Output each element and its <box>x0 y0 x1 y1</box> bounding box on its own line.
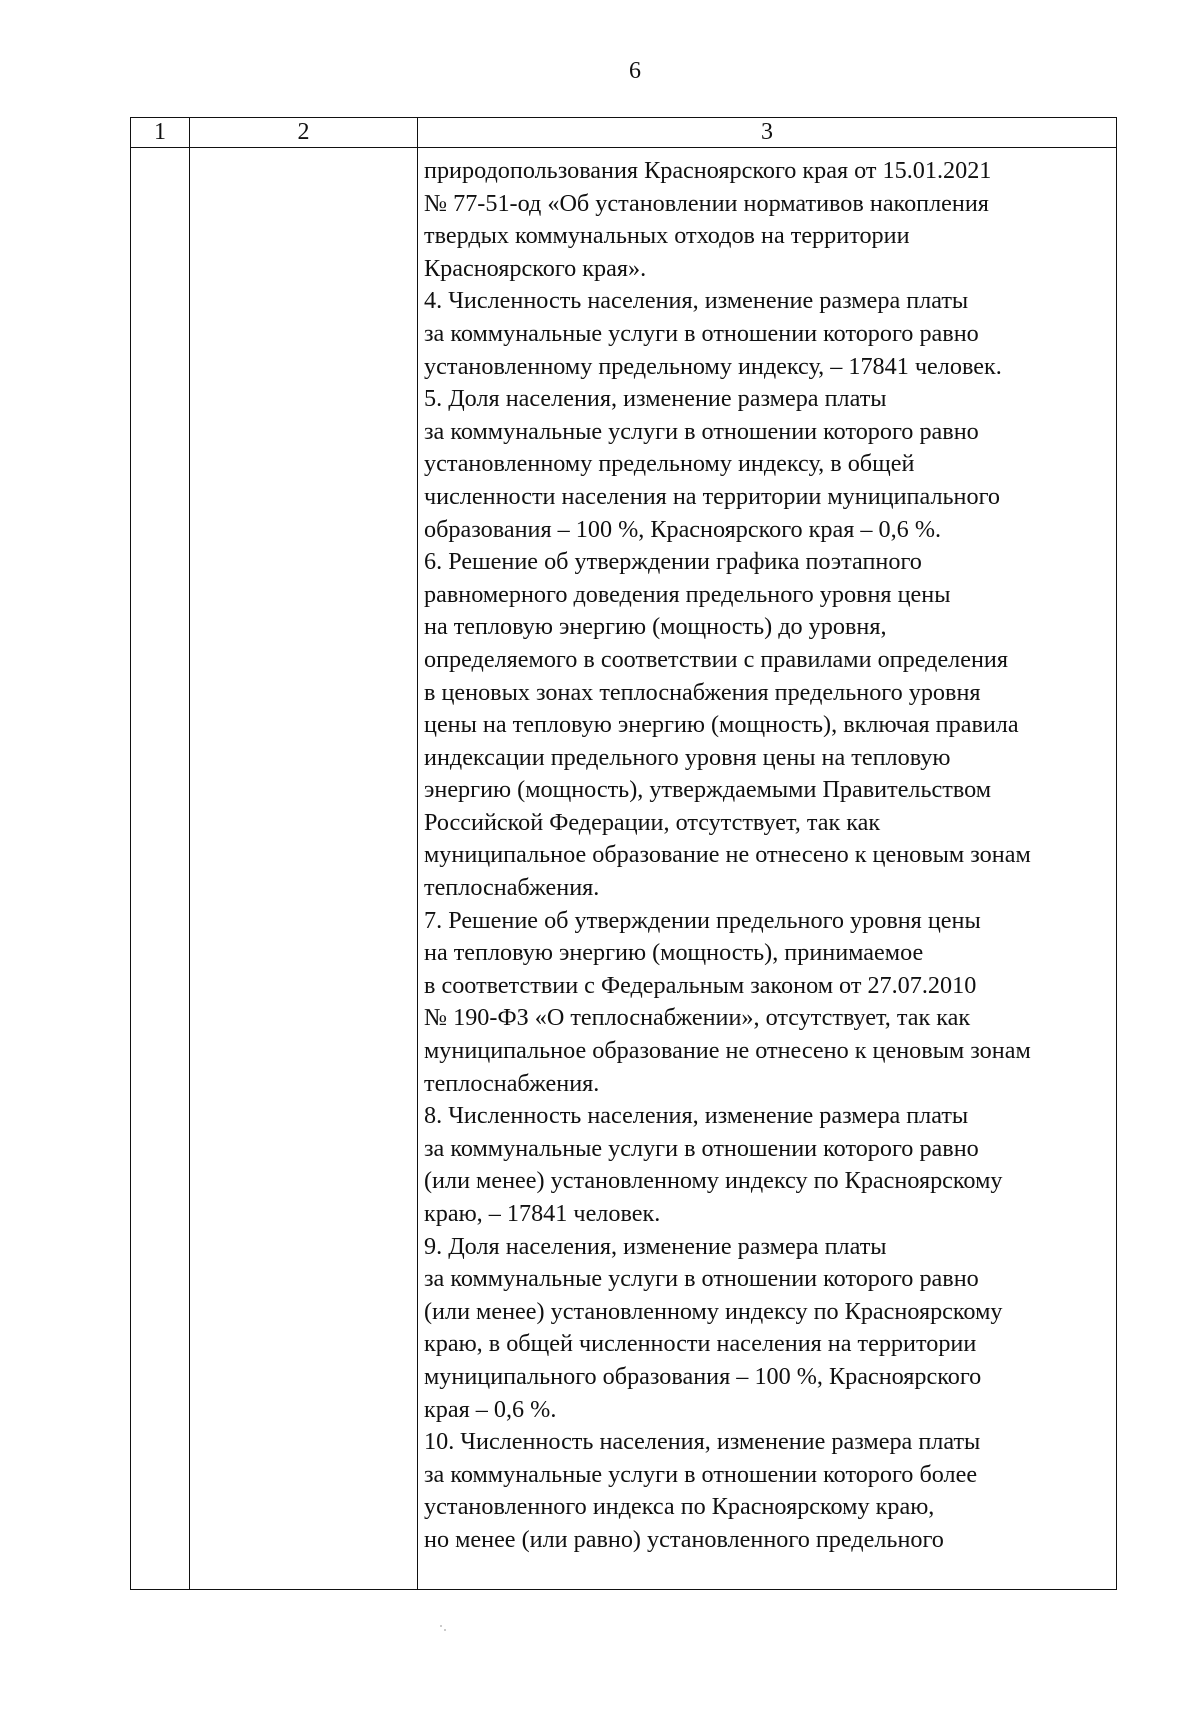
text-line: на тепловую энергию (мощность) до уровня, <box>424 613 887 641</box>
column-header-2: 2 <box>190 118 418 148</box>
text-line: твердых коммунальных отходов на территории <box>424 222 910 250</box>
text-line: краю, – 17841 человек. <box>424 1200 661 1227</box>
text-line: энергию (мощность), утверждаемыми Правительством <box>424 776 992 804</box>
text-line: 6. Решение об утверждении графика поэтапного <box>424 548 922 576</box>
scan-specks <box>440 1625 446 1631</box>
text-line: природопользования Красноярского края от 15.01.2021 <box>424 157 992 184</box>
text-line: краю, в общей численности населения на территории <box>424 1330 977 1358</box>
text-line: но менее (или равно) установленного предельного <box>424 1525 944 1553</box>
text-line: 7. Решение об утверждении предельного уровня цены <box>424 906 981 934</box>
text-line: за коммунальные услуги в отношении которого равно <box>424 417 979 445</box>
page-number: 6 <box>629 58 641 84</box>
text-line: цены на тепловую энергию (мощность), включая правила <box>424 711 1019 739</box>
text-line: в соответствии с Федеральным законом от 27.07.2010 <box>424 971 977 999</box>
text-line: равномерного доведения предельного уровня цены <box>424 580 951 608</box>
text-line: за коммунальные услуги в отношении которого равно <box>424 319 979 347</box>
text-line: (или менее) установленному индексу по Красноярскому <box>424 1297 1003 1325</box>
text-line: края – 0,6 %. <box>424 1395 557 1423</box>
document-table <box>130 117 1117 1590</box>
text-line: в ценовых зонах теплоснабжения предельного уровня <box>424 678 981 706</box>
text-line: за коммунальные услуги в отношении которого более <box>424 1460 978 1488</box>
text-line: муниципальное образование не отнесено к ценовым зонам <box>424 1037 1031 1065</box>
text-line: муниципальное образование не отнесено к ценовым зонам <box>424 841 1031 869</box>
text-line: индексации предельного уровня цены на тепловую <box>424 743 951 771</box>
text-line: № 190-ФЗ «О теплоснабжении», отсутствует, так как <box>424 1004 971 1032</box>
text-line: 4. Численность населения, изменение размера платы <box>424 287 969 315</box>
text-line: № 77-51-од «Об установлении нормативов накопления <box>424 189 989 217</box>
text-line: образования – 100 %, Красноярского края – 0,6 %. <box>424 515 942 543</box>
text-line: 9. Доля населения, изменение размера платы <box>424 1232 887 1260</box>
text-line: определяемого в соответствии с правилами определения <box>424 645 1008 673</box>
text-line: численности населения на территории муниципального <box>424 482 1001 510</box>
text-line: (или менее) установленному индексу по Красноярскому <box>424 1167 1003 1195</box>
text-line: установленного индекса по Красноярскому краю, <box>424 1493 935 1521</box>
text-line: теплоснабжения. <box>424 1069 600 1097</box>
text-line: за коммунальные услуги в отношении которого равно <box>424 1265 979 1293</box>
column-3-cell <box>418 148 1117 1590</box>
text-line: 5. Доля населения, изменение размера платы <box>424 385 887 413</box>
table-header-row <box>131 118 1117 148</box>
text-line: установленному предельному индексу, – 17841 человек. <box>424 352 1002 380</box>
column-2-cell <box>190 148 418 1590</box>
column-3-text <box>418 148 1116 1557</box>
text-line: 10. Численность населения, изменение размера платы <box>424 1428 981 1456</box>
text-line: 8. Численность населения, изменение размера платы <box>424 1102 969 1130</box>
column-header-1: 1 <box>131 118 190 148</box>
text-line: Красноярского края». <box>424 254 647 282</box>
text-line: Российской Федерации, отсутствует, так как <box>424 808 881 836</box>
text-line: муниципального образования – 100 %, Красноярского <box>424 1362 982 1390</box>
column-1-cell <box>131 148 190 1590</box>
text-line: за коммунальные услуги в отношении которого равно <box>424 1134 979 1162</box>
text-line: установленному предельному индексу, в общей <box>424 450 915 478</box>
text-line: теплоснабжения. <box>424 874 600 902</box>
text-line: на тепловую энергию (мощность), принимаемое <box>424 939 924 967</box>
table-row <box>131 148 1117 1590</box>
column-header-3: 3 <box>418 118 1117 148</box>
